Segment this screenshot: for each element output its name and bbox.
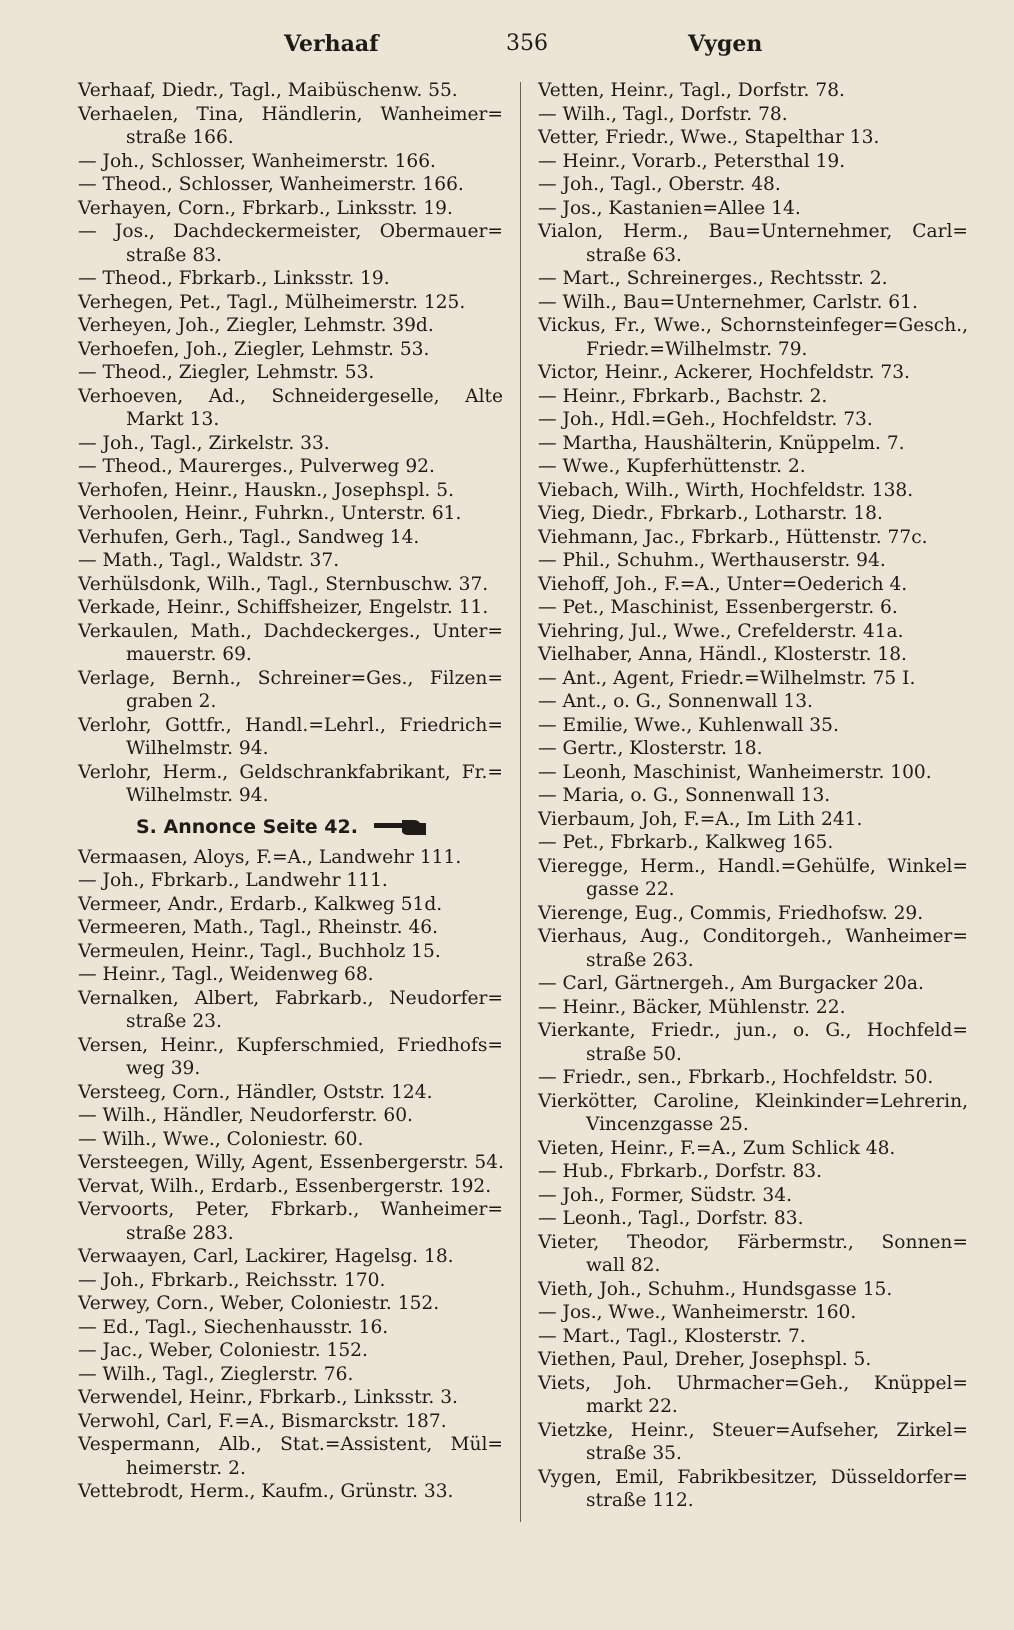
pointing-hand-icon — [372, 817, 428, 837]
directory-entry: Vygen, Emil, Fabrikbesitzer, Düsseldorfer= — [538, 1466, 968, 1488]
directory-entry: Viebach, Wilh., Wirth, Hochfeldstr. 138. — [538, 479, 914, 501]
directory-entry: — Theod., Ziegler, Lehmstr. 53. — [78, 362, 375, 383]
directory-entry: Vespermann, Alb., Stat.=Assistent, Mül= — [78, 1434, 503, 1455]
directory-entry: Versteegen, Willy, Agent, Essenbergerstr. 54. — [78, 1152, 504, 1173]
entry-continuation: straße 63. — [586, 244, 682, 266]
directory-entry: Vetten, Heinr., Tagl., Dorfstr. 78. — [538, 80, 845, 101]
directory-entry: Verkaulen, Math., Dachdeckerges., Unter= — [78, 620, 503, 642]
entry-continuation: straße 263. — [586, 949, 694, 971]
directory-entry: — Ant., Agent, Friedr.=Wilhelmstr. 75 I. — [538, 667, 916, 689]
directory-entry: — Jac., Weber, Coloniestr. 152. — [78, 1340, 368, 1361]
directory-entry: — Ed., Tagl., Siechenhausstr. 16. — [78, 1316, 389, 1338]
header-right-catchword: Vygen — [688, 31, 763, 57]
directory-entry: — Joh., Schlosser, Wanheimerstr. 166. — [78, 150, 436, 172]
directory-entry: — Leonh., Tagl., Dorfstr. 83. — [538, 1208, 804, 1229]
directory-entry: Verhülsdonk, Wilh., Tagl., Sternbuschw. 37. — [78, 573, 489, 595]
directory-entry: — Leonh, Maschinist, Wanheimerstr. 100. — [538, 761, 932, 783]
directory-entry: Verhoefen, Joh., Ziegler, Lehmstr. 53. — [78, 338, 430, 360]
directory-entry: Vermeer, Andr., Erdarb., Kalkweg 51d. — [78, 893, 443, 915]
directory-entry: — Theod., Maurerges., Pulverweg 92. — [78, 456, 435, 477]
directory-entry: — Wilh., Tagl., Dorfstr. 78. — [538, 103, 788, 125]
directory-entry: Vetter, Friedr., Wwe., Stapelthar 13. — [538, 127, 880, 148]
entry-continuation: wall 82. — [586, 1255, 661, 1276]
directory-entry: — Theod., Fbrkarb., Linksstr. 19. — [78, 268, 390, 289]
entry-continuation: Wilhelmstr. 94. — [126, 785, 269, 806]
directory-entry: Verlage, Bernh., Schreiner=Ges., Filzen= — [78, 667, 503, 689]
entry-continuation: straße 23. — [126, 1011, 222, 1032]
directory-entry: Vieter, Theodor, Färbermstr., Sonnen= — [538, 1231, 968, 1253]
entry-continuation: straße 50. — [586, 1043, 682, 1065]
directory-entry: — Joh., Fbrkarb., Reichsstr. 170. — [78, 1269, 386, 1291]
entry-continuation: straße 112. — [586, 1490, 694, 1511]
directory-entry: Viets, Joh. Uhrmacher=Geh., Knüppel= — [538, 1372, 968, 1394]
entry-continuation: Friedr.=Wilhelmstr. 79. — [586, 338, 808, 360]
directory-entry: — Wilh., Tagl., Zieglerstr. 76. — [78, 1363, 354, 1385]
directory-entry: Verhaaf, Diedr., Tagl., Maibüschenw. 55. — [78, 80, 458, 101]
directory-entry: — Jos., Kastanien=Allee 14. — [538, 197, 801, 219]
directory-entry: — Gertr., Klosterstr. 18. — [538, 738, 763, 759]
directory-entry: Verhayen, Corn., Fbrkarb., Linksstr. 19. — [78, 197, 453, 219]
directory-entry: Verhoolen, Heinr., Fuhrkn., Unterstr. 61. — [78, 503, 462, 524]
right-column — [538, 79, 968, 1513]
directory-entry: — Carl, Gärtnergeh., Am Burgacker 20a. — [538, 973, 924, 994]
directory-entry: — Joh., Tagl., Zirkelstr. 33. — [78, 432, 330, 454]
directory-entry: Verwaayen, Carl, Lackirer, Hagelsg. 18. — [78, 1246, 454, 1267]
directory-entry: — Heinr., Vorarb., Petersthal 19. — [538, 150, 846, 172]
directory-entry: — Mart., Schreinerges., Rechtsstr. 2. — [538, 268, 888, 289]
directory-entry: Vieth, Joh., Schuhm., Hundsgasse 15. — [538, 1278, 893, 1300]
directory-entry: Verkade, Heinr., Schiffsheizer, Engelstr. 11. — [78, 597, 489, 618]
directory-entry: Vickus, Fr., Wwe., Schornsteinfeger=Gesch., — [538, 315, 968, 336]
entry-continuation: straße 283. — [126, 1222, 234, 1244]
directory-entry: — Wilh., Händler, Neudorferstr. 60. — [78, 1105, 413, 1126]
directory-entry: — Wilh., Wwe., Coloniestr. 60. — [78, 1128, 364, 1150]
directory-entry: — Ant., o. G., Sonnenwall 13. — [538, 691, 813, 712]
directory-entry: — Joh., Tagl., Oberstr. 48. — [538, 174, 781, 195]
directory-entry: — Maria, o. G., Sonnenwall 13. — [538, 785, 831, 806]
directory-entry: — Pet., Fbrkarb., Kalkweg 165. — [538, 832, 834, 853]
left-column — [78, 79, 503, 1504]
directory-entry: Verhegen, Pet., Tagl., Mülheimerstr. 125. — [78, 291, 466, 313]
directory-entry: Vermeeren, Math., Tagl., Rheinstr. 46. — [78, 917, 439, 938]
directory-entry: — Hub., Fbrkarb., Dorfstr. 83. — [538, 1161, 823, 1182]
directory-entry: — Martha, Haushälterin, Knüppelm. 7. — [538, 432, 905, 454]
directory-entry: Verhoeven, Ad., Schneidergeselle, Alte — [78, 385, 503, 407]
directory-entry: Verhufen, Gerh., Tagl., Sandweg 14. — [78, 526, 420, 548]
directory-entry: Versen, Heinr., Kupferschmied, Friedhofs= — [78, 1034, 503, 1056]
entry-continuation: Vincenzgasse 25. — [586, 1114, 749, 1135]
directory-entry: Vielhaber, Anna, Händl., Klosterstr. 18. — [538, 644, 907, 665]
directory-entry: Verwohl, Carl, F.=A., Bismarckstr. 187. — [78, 1410, 447, 1432]
entry-continuation: mauerstr. 69. — [126, 644, 252, 665]
directory-entry: — Joh., Former, Südstr. 34. — [538, 1184, 792, 1206]
entry-continuation: graben 2. — [126, 691, 217, 712]
directory-entry: — Math., Tagl., Waldstr. 37. — [78, 550, 340, 571]
directory-entry: Vialon, Herm., Bau=Unternehmer, Carl= — [538, 221, 968, 242]
directory-entry: — Friedr., sen., Fbrkarb., Hochfeldstr. 50. — [538, 1067, 934, 1088]
directory-entry: — Phil., Schuhm., Werthauserstr. 94. — [538, 550, 886, 571]
entry-continuation: straße 35. — [586, 1443, 682, 1464]
directory-entry: — Mart., Tagl., Klosterstr. 7. — [538, 1325, 806, 1347]
directory-entry: — Heinr., Fbrkarb., Bachstr. 2. — [538, 385, 828, 407]
directory-entry: Vierhaus, Aug., Conditorgeh., Wanheimer= — [538, 926, 968, 947]
page-number: 356 — [506, 31, 548, 56]
directory-entry: Verhaelen, Tina, Händlerin, Wanheimer= — [78, 103, 503, 125]
directory-entry: Verhofen, Heinr., Hauskn., Josephspl. 5. — [78, 479, 454, 501]
page-header — [78, 26, 763, 62]
directory-entry: Versteeg, Corn., Händler, Oststr. 124. — [78, 1081, 433, 1103]
directory-entry: Verwey, Corn., Weber, Coloniestr. 152. — [78, 1293, 440, 1314]
directory-entry: Vieten, Heinr., F.=A., Zum Schlick 48. — [538, 1137, 896, 1159]
directory-entry: — Heinr., Bäcker, Mühlenstr. 22. — [538, 996, 846, 1018]
directory-entry: — Wwe., Kupferhüttenstr. 2. — [538, 456, 806, 477]
directory-entry: — Jos., Wwe., Wanheimerstr. 160. — [538, 1302, 857, 1323]
entry-continuation: straße 83. — [126, 244, 222, 266]
entry-continuation: Wilhelmstr. 94. — [126, 738, 269, 759]
entry-continuation: markt 22. — [586, 1396, 678, 1417]
entry-continuation: gasse 22. — [586, 879, 675, 900]
directory-entry: — Heinr., Tagl., Weidenweg 68. — [78, 964, 374, 985]
directory-entry: — Jos., Dachdeckermeister, Obermauer= — [78, 221, 503, 242]
directory-entry: Vierkötter, Caroline, Kleinkinder=Lehrerin, — [538, 1090, 968, 1112]
directory-entry: Vierkante, Friedr., jun., o. G., Hochfeld= — [538, 1020, 968, 1041]
directory-entry: Vettebrodt, Herm., Kaufm., Grünstr. 33. — [78, 1481, 454, 1502]
column-divider — [520, 82, 521, 1522]
directory-entry: Vierbaum, Joh, F.=A., Im Lith 241. — [538, 808, 863, 830]
directory-entry: Viehmann, Jac., Fbrkarb., Hüttenstr. 77c. — [538, 526, 928, 548]
directory-entry: Verlohr, Herm., Geldschrankfabrikant, Fr.= — [78, 761, 503, 783]
directory-entry: — Emilie, Wwe., Kuhlenwall 35. — [538, 714, 839, 736]
directory-entry: — Wilh., Bau=Unternehmer, Carlstr. 61. — [538, 291, 918, 313]
directory-entry: — Joh., Hdl.=Geh., Hochfeldstr. 73. — [538, 409, 873, 430]
directory-entry: Vervat, Wilh., Erdarb., Essenbergerstr. 192. — [78, 1175, 492, 1197]
directory-entry: Victor, Heinr., Ackerer, Hochfeldstr. 73. — [538, 362, 910, 383]
directory-entry: Vermaasen, Aloys, F.=A., Landwehr 111. — [78, 846, 462, 868]
directory-entry: — Theod., Schlosser, Wanheimerstr. 166. — [78, 174, 464, 195]
directory-entry: — Joh., Fbrkarb., Landwehr 111. — [78, 870, 388, 891]
entry-continuation: weg 39. — [126, 1058, 201, 1079]
directory-entry: Viehring, Jul., Wwe., Crefelderstr. 41a. — [538, 620, 904, 642]
directory-entry: Vierenge, Eug., Commis, Friedhofsw. 29. — [538, 902, 924, 924]
directory-entry: Verheyen, Joh., Ziegler, Lehmstr. 39d. — [78, 315, 434, 336]
directory-entry: — Pet., Maschinist, Essenbergerstr. 6. — [538, 597, 898, 618]
directory-entry: Vermeulen, Heinr., Tagl., Buchholz 15. — [78, 940, 441, 962]
entry-continuation: heimerstr. 2. — [126, 1457, 246, 1479]
directory-entry: Verwendel, Heinr., Fbrkarb., Linksstr. 3. — [78, 1387, 458, 1408]
directory-entry: Vieg, Diedr., Fbrkarb., Lotharstr. 18. — [538, 503, 883, 524]
entry-continuation: straße 166. — [126, 127, 234, 148]
directory-entry: Viehoff, Joh., F.=A., Unter=Oederich 4. — [538, 573, 908, 595]
directory-entry: Viethen, Paul, Dreher, Josephspl. 5. — [538, 1349, 872, 1370]
directory-entry: Vernalken, Albert, Fabrkarb., Neudorfer= — [78, 987, 503, 1009]
directory-entry: Vieregge, Herm., Handl.=Gehülfe, Winkel= — [538, 855, 968, 877]
directory-entry: Vietzke, Heinr., Steuer=Aufseher, Zirkel= — [538, 1419, 968, 1441]
entry-continuation: Markt 13. — [126, 409, 220, 430]
annonce-reference: S. Annonce Seite 42. — [78, 812, 503, 842]
directory-entry: Vervoorts, Peter, Fbrkarb., Wanheimer= — [78, 1199, 503, 1220]
header-left-catchword: Verhaaf — [284, 31, 379, 57]
directory-entry: Verlohr, Gottfr., Handl.=Lehrl., Friedrich= — [78, 714, 503, 736]
